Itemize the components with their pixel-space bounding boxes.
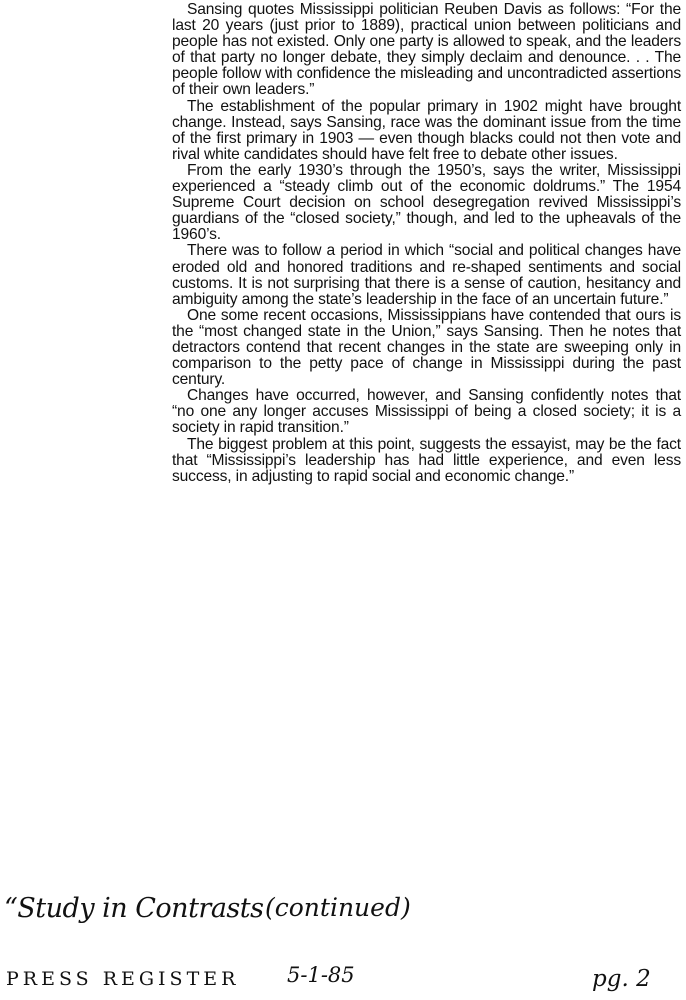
article-paragraph: One some recent occasions, Mississippians have contended that ours is the “most changed state in the Union,” says Sansing. Then he notes that detractors contend that recent changes in the state are sweeping only in comparison to the petty pace of change in Mississippi during the past century.: [172, 306, 681, 389]
article-body: [172, 2, 681, 485]
article-paragraph: There was to follow a period in which “social and political changes have eroded old and honored traditions and re-shaped sentiments and social customs. It is not surprising that there is a sense of caution, hesitancy and ambiguity among the state’s leadership in the face of an uncertain future.”: [172, 242, 681, 308]
handwritten-continued-note: (continued): [265, 893, 411, 922]
article-paragraph: The establishment of the popular primary in 1902 might have brought change. Instead, says Sansing, race was the dominant issue from the time of the first primary in 1903 — even though blacks could not then vote and rival white candidates should have felt free to debate other issues.: [172, 97, 681, 163]
handwritten-publication: PRESS REGISTER: [6, 968, 240, 990]
handwritten-page-number: pg. 2: [592, 966, 651, 992]
handwritten-date: 5-1-85: [287, 963, 355, 987]
article-paragraph: From the early 1930’s through the 1950’s, says the writer, Mississippi experienced a “steady climb out of the economic doldrums.” The 1954 Supreme Court decision on school desegregation revived Mississippi’s guardians of the “closed society,” though, and led to the upheavals of the 1960’s.: [172, 161, 681, 244]
handwritten-title: “Study in Contrasts: [4, 893, 264, 924]
article-paragraph: The biggest problem at this point, suggests the essayist, may be the fact that “Mississippi’s leadership has had little experience, and even less success, in adjusting to rapid social and economic change.”: [172, 435, 681, 485]
article-paragraph: Sansing quotes Mississippi politician Reuben Davis as follows: “For the last 20 years (just prior to 1889), practical union between politicians and people has not existed. Only one party is allowed to speak, and the leaders of that party no longer debate, they simply declaim and denounce. . . The people follow with confidence the misleading and uncontradicted assertions of their own leaders.”: [172, 1, 682, 99]
article-paragraph: Changes have occurred, however, and Sansing confidently notes that “no one any longer accuses Mississippi of being a closed society; it is a society in rapid transition.”: [172, 387, 681, 437]
